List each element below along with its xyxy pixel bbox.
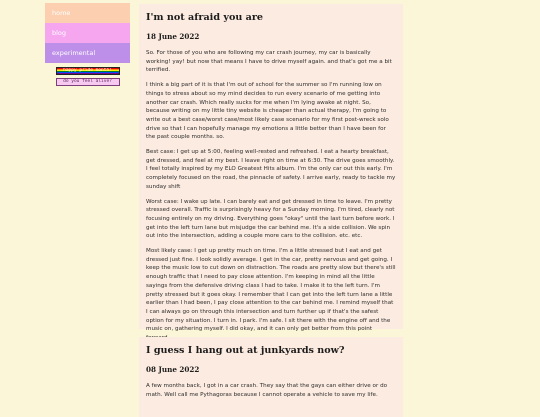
post-paragraph: Best case: I get up at 5:00, feeling well-rested and refreshed. I eat a hearty breakfast, get dressed, and feel at my best. I leave right on time at 6:30. The drive goes smoothly. I feel totally inspired by my ELO Greatest Hits album. I'm the only car out this early. I'm completely focused on the road, the pinnacle of safety. I arrive early, ready to tackle my sunday shift (146, 149, 396, 190)
pride-month-badge[interactable]: happy pride month! (56, 67, 120, 75)
sidebar (45, 3, 130, 86)
post-title: I guess I hang out at junkyards now? (146, 345, 345, 356)
feel-alive-badge[interactable]: do you feel alive? (56, 78, 120, 86)
blog-post (139, 337, 403, 417)
nav-home-link[interactable]: home (45, 3, 130, 23)
post-paragraph: Most likely case: I get up pretty much on time. I'm a little stressed but I eat and get dressed just fine. I look solidly average. I get in the car, pretty nervous and get going. I keep the music low to cut down on distraction. The roads are pretty slow but there's still enough traffic that I need to pay close attention. I'm keeping in mind all the little sayings from the defensive driving class I had to take. I make it to the left turn. I'm pretty stressed but it goes okay. I remember that I can get into the left turn lane a little earlier than I had been, I pay close attention to the car behind me. I remind myself that I can always go on through this intersection and turn further up if that's the safest option for my situation. I turn in. I park. I'm safe. I sit there with the engine off and the music on, gathering myself. I did okay, and it can only get better from this point (146, 248, 396, 333)
post-paragraph: I think a big part of it is that I'm out of school for the summer so I'm running low on things to stress about so my mind decides to run every scenario of me getting into another car crash. Which really sucks for me when I'm lying awake at night. So, because writing on my little tiny website is cheaper than actual therapy, I'm going to write out a best case/worst case/most likely case scenario for my first post-wreck solo drive so that I can hopefully manage my emotions a little better than I have been for the past couple months. so. (146, 82, 389, 141)
post-paragraph: So. For those of you who are following my car crash journey, my car is basically working! yay! but now that means I have to drive myself again. and that's got me a bit terrified. (146, 50, 392, 74)
nav-blog-link[interactable]: blog (45, 23, 130, 43)
post-title: I'm not afraid you are (146, 12, 264, 23)
post-paragraph: A few months back, I got in a car crash. They say that the gays can either drive or do math. Well call me Pythagoras because I cannot operate a vehicle to save my life. (146, 383, 388, 398)
post-date: 18 June 2022 (146, 32, 200, 41)
blog-post (139, 4, 403, 333)
post-paragraph: Worst case: I wake up late. I can barely eat and get dressed in time to leave. I'm pretty stressed overall. Traffic is surprisingly heavy for a Sunday morning. I'm tired, clearly not focusing entirely on my driving. Everything goes "okay" until the last turn before work. I get into the left turn lane but misjudge the car behind me. It's a side collision. We spin out into the intersection, adding a couple more cars to the collision. etc. etc. (146, 198, 395, 240)
post-date: 08 June 2022 (146, 365, 200, 374)
nav-experimental-link[interactable]: experimental (45, 43, 130, 63)
